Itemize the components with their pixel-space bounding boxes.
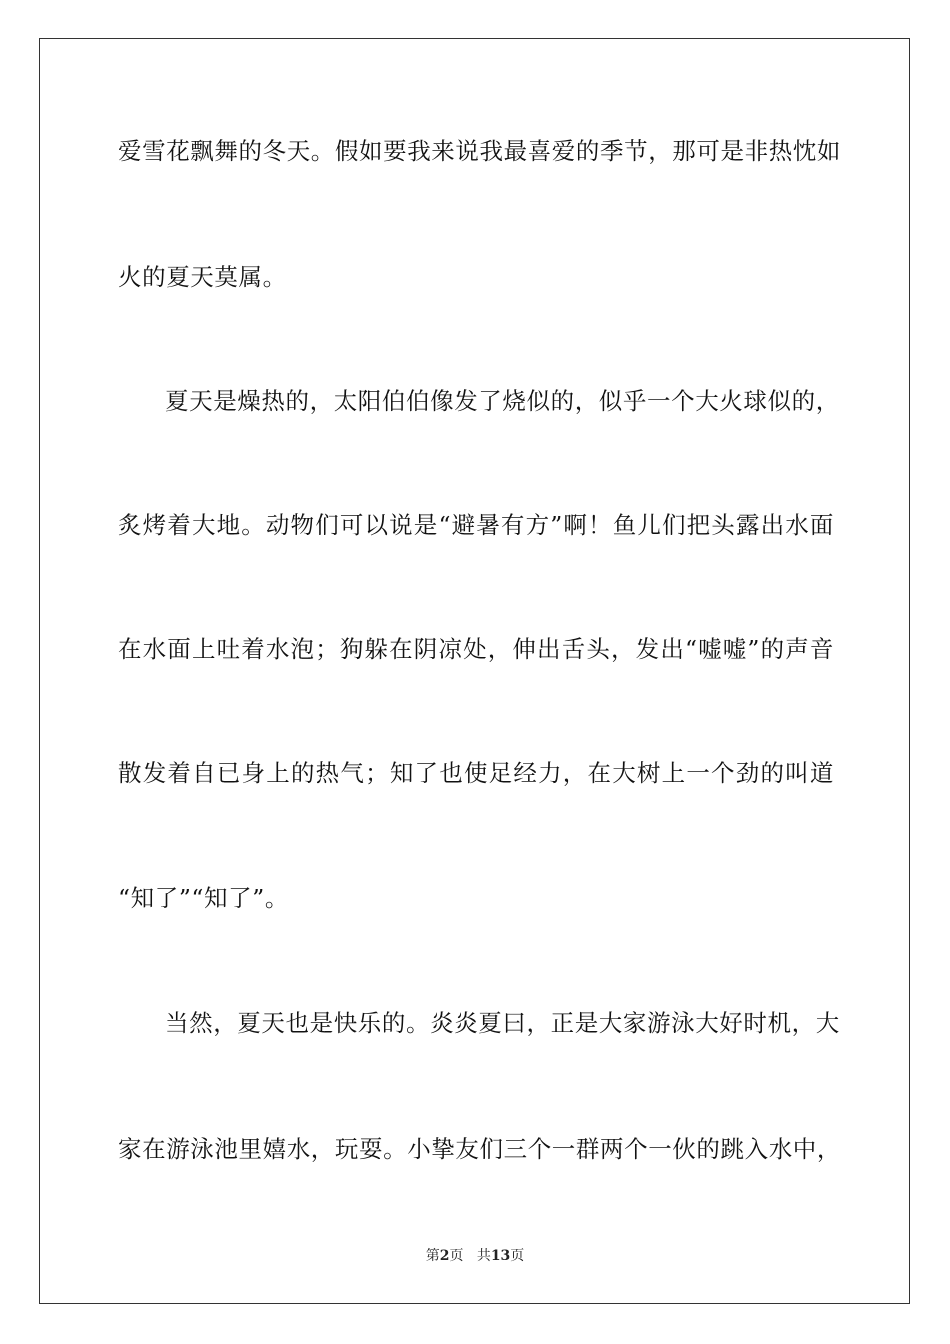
- text-line-6: 散发着自已身上的热气；知了也使足经力，在大树上一个劲的叫道: [118, 759, 834, 787]
- text-line-1: 爱雪花飘舞的冬天。假如要我来说我最喜爱的季节，那可是非热忱如: [118, 137, 841, 165]
- text-line-2: 火的夏天莫属。: [118, 263, 287, 291]
- text-line-3: 夏天是燥热的，太阳伯伯像发了烧似的，似乎一个大火球似的，: [165, 387, 840, 415]
- text-line-8: 当然，夏天也是快乐的。炎炎夏曰，正是大家游泳大好时机，大: [165, 1009, 840, 1037]
- text-line-9: 家在游泳池里嬉水，玩耍。小挚友们三个一群两个一伙的跳入水中，: [118, 1135, 841, 1163]
- text-line-7: “知了”“知了”。: [118, 884, 289, 912]
- page-border: [39, 38, 910, 1304]
- text-line-5: 在水面上吐着水泡；狗躲在阴凉处，伸出舌头，发出“嘘嘘”的声音: [118, 635, 834, 663]
- page-footer: [0, 1247, 950, 1265]
- footer-total-prefix: 共: [476, 1248, 491, 1264]
- footer-page-suffix: 页: [449, 1248, 464, 1264]
- footer-total-suffix: 页: [510, 1248, 525, 1264]
- footer-total-pages: 13: [490, 1248, 511, 1264]
- footer-page-prefix: 第: [425, 1248, 440, 1264]
- text-line-4: 炙烤着大地。动物们可以说是“避暑有方”啊！鱼儿们把头露出水面: [118, 511, 834, 539]
- footer-page-number: 2: [439, 1248, 450, 1264]
